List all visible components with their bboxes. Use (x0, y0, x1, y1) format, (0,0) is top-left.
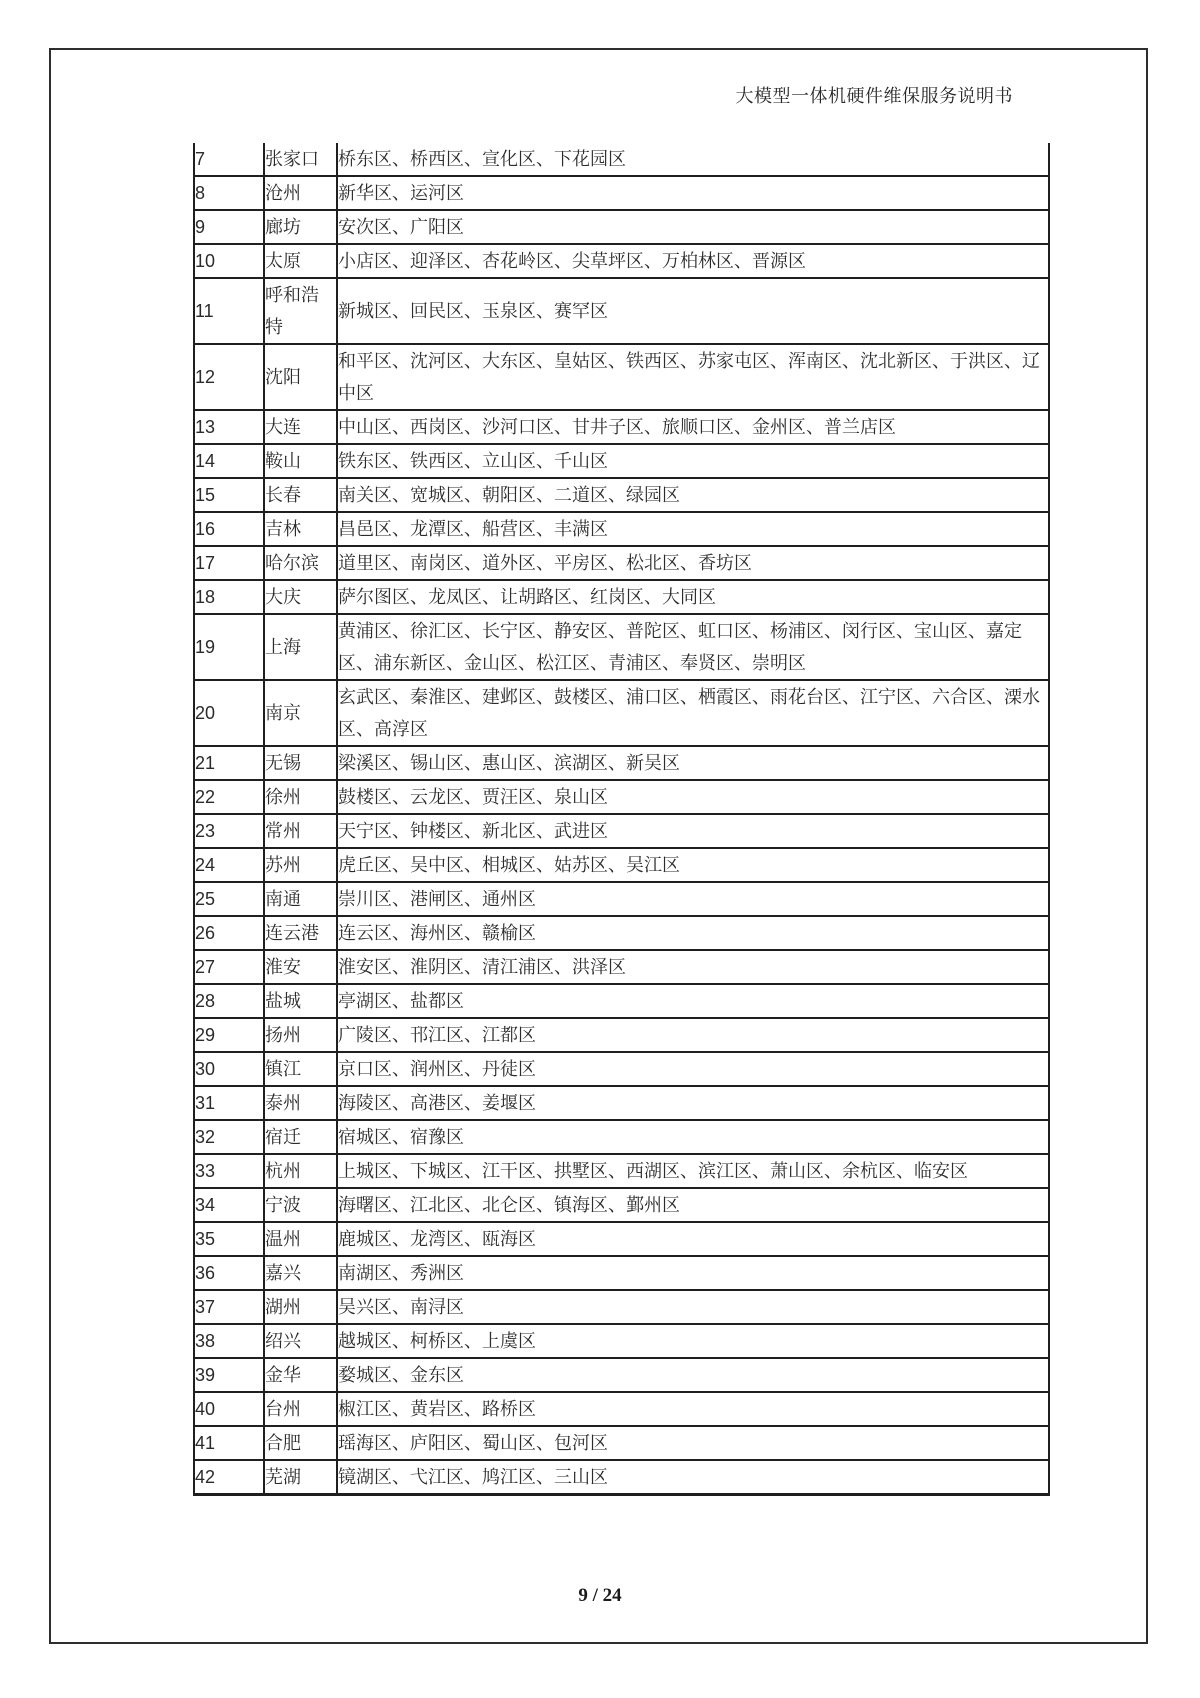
table-row (194, 1052, 1049, 1086)
city-cell: 沧州 (264, 176, 337, 210)
table-row (194, 1358, 1049, 1392)
districts-cell: 安次区、广阳区 (337, 210, 1049, 244)
table-row (194, 814, 1049, 848)
row-number-cell: 41 (194, 1426, 264, 1460)
table-row (194, 614, 1049, 680)
districts-cell: 黄浦区、徐汇区、长宁区、静安区、普陀区、虹口区、杨浦区、闵行区、宝山区、嘉定区、浦东新区、金山区、松江区、青浦区、奉贤区、崇明区 (337, 614, 1049, 680)
city-cell: 台州 (264, 1392, 337, 1426)
table-row (194, 344, 1049, 410)
page-number: 9 / 24 (578, 1585, 622, 1606)
districts-cell: 道里区、南岗区、道外区、平房区、松北区、香坊区 (337, 546, 1049, 580)
city-cell: 沈阳 (264, 344, 337, 410)
region-table-body (194, 143, 1049, 1495)
districts-cell: 玄武区、秦淮区、建邺区、鼓楼区、浦口区、栖霞区、雨花台区、江宁区、六合区、溧水区、高淳区 (337, 680, 1049, 746)
row-number-cell: 25 (194, 882, 264, 916)
row-number-cell: 29 (194, 1018, 264, 1052)
row-number-cell: 14 (194, 444, 264, 478)
row-number-cell: 42 (194, 1460, 264, 1495)
districts-cell: 鹿城区、龙湾区、瓯海区 (337, 1222, 1049, 1256)
city-cell: 温州 (264, 1222, 337, 1256)
districts-cell: 虎丘区、吴中区、相城区、姑苏区、吴江区 (337, 848, 1049, 882)
table-row (194, 143, 1049, 176)
districts-cell: 上城区、下城区、江干区、拱墅区、西湖区、滨江区、萧山区、余杭区、临安区 (337, 1154, 1049, 1188)
districts-cell: 小店区、迎泽区、杏花岭区、尖草坪区、万柏林区、晋源区 (337, 244, 1049, 278)
districts-cell: 昌邑区、龙潭区、船营区、丰满区 (337, 512, 1049, 546)
table-row (194, 1188, 1049, 1222)
table-row (194, 1460, 1049, 1495)
city-cell: 南通 (264, 882, 337, 916)
table-row (194, 780, 1049, 814)
districts-cell: 椒江区、黄岩区、路桥区 (337, 1392, 1049, 1426)
districts-cell: 瑶海区、庐阳区、蜀山区、包河区 (337, 1426, 1049, 1460)
districts-cell: 连云区、海州区、赣榆区 (337, 916, 1049, 950)
table-row (194, 916, 1049, 950)
city-cell: 大庆 (264, 580, 337, 614)
row-number-cell: 21 (194, 746, 264, 780)
city-cell: 合肥 (264, 1426, 337, 1460)
row-number-cell: 8 (194, 176, 264, 210)
row-number-cell: 31 (194, 1086, 264, 1120)
city-cell: 嘉兴 (264, 1256, 337, 1290)
table-row (194, 210, 1049, 244)
table-row (194, 478, 1049, 512)
table-row (194, 1290, 1049, 1324)
row-number-cell: 40 (194, 1392, 264, 1426)
city-cell: 哈尔滨 (264, 546, 337, 580)
city-cell: 廊坊 (264, 210, 337, 244)
table-row (194, 512, 1049, 546)
city-cell: 镇江 (264, 1052, 337, 1086)
districts-cell: 中山区、西岗区、沙河口区、甘井子区、旅顺口区、金州区、普兰店区 (337, 410, 1049, 444)
table-row (194, 984, 1049, 1018)
row-number-cell: 18 (194, 580, 264, 614)
row-number-cell: 10 (194, 244, 264, 278)
row-number-cell: 15 (194, 478, 264, 512)
city-cell: 湖州 (264, 1290, 337, 1324)
row-number-cell: 19 (194, 614, 264, 680)
row-number-cell: 37 (194, 1290, 264, 1324)
districts-cell: 新华区、运河区 (337, 176, 1049, 210)
city-cell: 扬州 (264, 1018, 337, 1052)
table-row (194, 746, 1049, 780)
doc-header-title: 大模型一体机硬件维保服务说明书 (735, 86, 1013, 106)
row-number-cell: 36 (194, 1256, 264, 1290)
city-district-table (193, 143, 1050, 1496)
districts-cell: 天宁区、钟楼区、新北区、武进区 (337, 814, 1049, 848)
city-cell: 连云港 (264, 916, 337, 950)
city-cell: 绍兴 (264, 1324, 337, 1358)
city-cell: 大连 (264, 410, 337, 444)
table-row (194, 580, 1049, 614)
districts-cell: 鼓楼区、云龙区、贾汪区、泉山区 (337, 780, 1049, 814)
table-row (194, 848, 1049, 882)
row-number-cell: 12 (194, 344, 264, 410)
city-cell: 苏州 (264, 848, 337, 882)
table-row (194, 1018, 1049, 1052)
row-number-cell: 22 (194, 780, 264, 814)
districts-cell: 吴兴区、南浔区 (337, 1290, 1049, 1324)
districts-cell: 婺城区、金东区 (337, 1358, 1049, 1392)
city-cell: 上海 (264, 614, 337, 680)
row-number-cell: 27 (194, 950, 264, 984)
table-row (194, 1154, 1049, 1188)
districts-cell: 南关区、宽城区、朝阳区、二道区、绿园区 (337, 478, 1049, 512)
districts-cell: 和平区、沈河区、大东区、皇姑区、铁西区、苏家屯区、浑南区、沈北新区、于洪区、辽中区 (337, 344, 1049, 410)
districts-cell: 铁东区、铁西区、立山区、千山区 (337, 444, 1049, 478)
table-row (194, 1426, 1049, 1460)
districts-cell: 海陵区、高港区、姜堰区 (337, 1086, 1049, 1120)
districts-cell: 亭湖区、盐都区 (337, 984, 1049, 1018)
table-row (194, 546, 1049, 580)
city-cell: 呼和浩特 (264, 278, 337, 344)
districts-cell: 南湖区、秀洲区 (337, 1256, 1049, 1290)
table-row (194, 278, 1049, 344)
row-number-cell: 20 (194, 680, 264, 746)
city-cell: 淮安 (264, 950, 337, 984)
table-row (194, 950, 1049, 984)
city-cell: 长春 (264, 478, 337, 512)
city-cell: 芜湖 (264, 1460, 337, 1495)
table-row (194, 1324, 1049, 1358)
table-row (194, 1256, 1049, 1290)
table-row (194, 680, 1049, 746)
districts-cell: 镜湖区、弋江区、鸠江区、三山区 (337, 1460, 1049, 1495)
city-cell: 鞍山 (264, 444, 337, 478)
districts-cell: 淮安区、淮阴区、清江浦区、洪泽区 (337, 950, 1049, 984)
districts-cell: 广陵区、邗江区、江都区 (337, 1018, 1049, 1052)
city-cell: 徐州 (264, 780, 337, 814)
table-row (194, 1120, 1049, 1154)
row-number-cell: 32 (194, 1120, 264, 1154)
city-cell: 张家口 (264, 143, 337, 176)
table-row (194, 176, 1049, 210)
city-cell: 南京 (264, 680, 337, 746)
city-cell: 常州 (264, 814, 337, 848)
row-number-cell: 33 (194, 1154, 264, 1188)
districts-cell: 萨尔图区、龙凤区、让胡路区、红岗区、大同区 (337, 580, 1049, 614)
table-row (194, 444, 1049, 478)
table-row (194, 1086, 1049, 1120)
districts-cell: 梁溪区、锡山区、惠山区、滨湖区、新吴区 (337, 746, 1049, 780)
city-cell: 杭州 (264, 1154, 337, 1188)
table-row (194, 882, 1049, 916)
districts-cell: 海曙区、江北区、北仑区、镇海区、鄞州区 (337, 1188, 1049, 1222)
districts-cell: 京口区、润州区、丹徒区 (337, 1052, 1049, 1086)
row-number-cell: 16 (194, 512, 264, 546)
row-number-cell: 35 (194, 1222, 264, 1256)
row-number-cell: 11 (194, 278, 264, 344)
row-number-cell: 13 (194, 410, 264, 444)
table-row (194, 410, 1049, 444)
table-row (194, 1222, 1049, 1256)
city-cell: 泰州 (264, 1086, 337, 1120)
row-number-cell: 23 (194, 814, 264, 848)
city-cell: 宁波 (264, 1188, 337, 1222)
row-number-cell: 30 (194, 1052, 264, 1086)
city-cell: 吉林 (264, 512, 337, 546)
districts-cell: 桥东区、桥西区、宣化区、下花园区 (337, 143, 1049, 176)
row-number-cell: 39 (194, 1358, 264, 1392)
city-cell: 金华 (264, 1358, 337, 1392)
row-number-cell: 9 (194, 210, 264, 244)
districts-cell: 宿城区、宿豫区 (337, 1120, 1049, 1154)
city-cell: 太原 (264, 244, 337, 278)
districts-cell: 崇川区、港闸区、通州区 (337, 882, 1049, 916)
row-number-cell: 38 (194, 1324, 264, 1358)
table-row (194, 244, 1049, 278)
city-cell: 宿迁 (264, 1120, 337, 1154)
districts-cell: 越城区、柯桥区、上虞区 (337, 1324, 1049, 1358)
row-number-cell: 34 (194, 1188, 264, 1222)
table-row (194, 1392, 1049, 1426)
row-number-cell: 28 (194, 984, 264, 1018)
row-number-cell: 26 (194, 916, 264, 950)
city-cell: 盐城 (264, 984, 337, 1018)
districts-cell: 新城区、回民区、玉泉区、赛罕区 (337, 278, 1049, 344)
city-cell: 无锡 (264, 746, 337, 780)
row-number-cell: 24 (194, 848, 264, 882)
row-number-cell: 7 (194, 143, 264, 176)
row-number-cell: 17 (194, 546, 264, 580)
